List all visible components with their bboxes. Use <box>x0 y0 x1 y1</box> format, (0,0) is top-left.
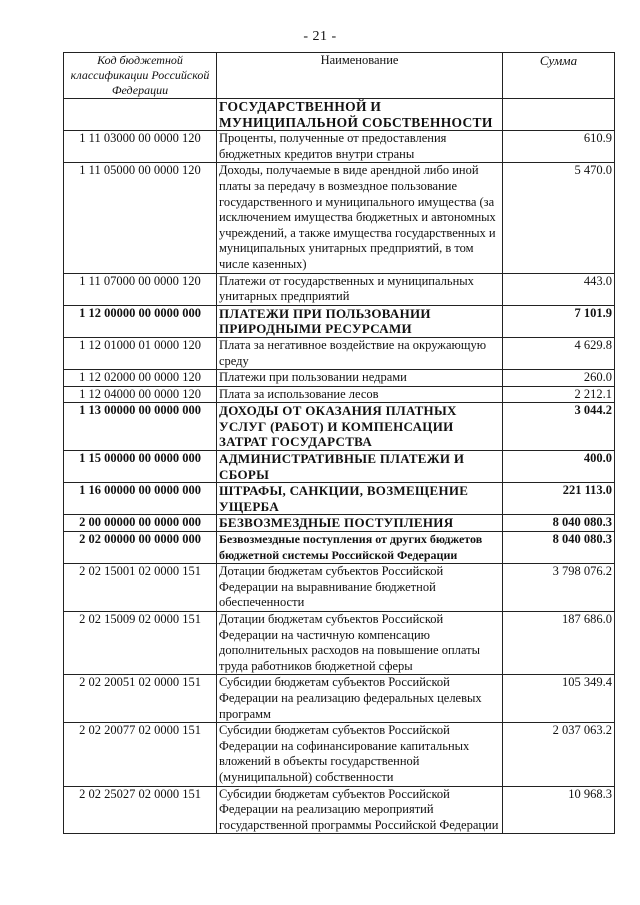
row-name: ГОСУДАРСТВЕННОЙ И МУНИЦИПАЛЬНОЙ СОБСТВЕННОСТИ <box>217 99 503 131</box>
table-row <box>64 386 615 403</box>
table-row <box>64 337 615 369</box>
row-code: 1 15 00000 00 0000 000 <box>64 451 217 483</box>
row-sum: 105 349.4 <box>503 675 615 723</box>
row-name: Дотации бюджетам субъектов Российской Федерации на выравнивание бюджетной обеспеченности <box>217 564 503 612</box>
row-code: 1 12 04000 00 0000 120 <box>64 386 217 403</box>
row-sum: 221 113.0 <box>503 483 615 515</box>
row-name: Платежи при пользовании недрами <box>217 370 503 387</box>
table-row <box>64 163 615 273</box>
row-code: 1 11 05000 00 0000 120 <box>64 163 217 273</box>
row-name: Субсидии бюджетам субъектов Российской Федерации на софинансирование капитальных вложений в объекты государственной (муниципальной) собственности <box>217 723 503 786</box>
table-row <box>64 370 615 387</box>
row-code: 2 02 00000 00 0000 000 <box>64 532 217 564</box>
row-sum: 10 968.3 <box>503 786 615 834</box>
page-number: - 21 - <box>303 29 337 44</box>
row-code: 2 02 15001 02 0000 151 <box>64 564 217 612</box>
row-name: ПЛАТЕЖИ ПРИ ПОЛЬЗОВАНИИ ПРИРОДНЫМИ РЕСУРСАМИ <box>217 305 503 337</box>
table-row <box>64 131 615 163</box>
row-code: 1 13 00000 00 0000 000 <box>64 403 217 451</box>
row-sum: 8 040 080.3 <box>503 515 615 532</box>
row-code: 2 02 20077 02 0000 151 <box>64 723 217 786</box>
row-sum <box>503 99 615 131</box>
row-code: 2 02 15009 02 0000 151 <box>64 612 217 675</box>
table-row <box>64 451 615 483</box>
row-name: Субсидии бюджетам субъектов Российской Федерации на реализацию мероприятий государственной программы Российской Федерации <box>217 786 503 834</box>
row-sum: 5 470.0 <box>503 163 615 273</box>
header-code: Код бюджетной классификации Российской Федерации <box>64 53 217 99</box>
table-row <box>64 305 615 337</box>
row-sum: 260.0 <box>503 370 615 387</box>
table-row <box>64 403 615 451</box>
table-row <box>64 786 615 834</box>
row-name: Платежи от государственных и муниципальных унитарных предприятий <box>217 273 503 305</box>
row-sum: 187 686.0 <box>503 612 615 675</box>
table-row <box>64 515 615 532</box>
row-name: Плата за негативное воздействие на окружающую среду <box>217 337 503 369</box>
row-sum: 4 629.8 <box>503 337 615 369</box>
row-sum: 400.0 <box>503 451 615 483</box>
row-code: 1 11 07000 00 0000 120 <box>64 273 217 305</box>
row-code: 1 12 00000 00 0000 000 <box>64 305 217 337</box>
row-name: Субсидии бюджетам субъектов Российской Федерации на реализацию федеральных целевых программ <box>217 675 503 723</box>
header-name: Наименование <box>217 53 503 99</box>
table-row <box>64 483 615 515</box>
row-sum: 610.9 <box>503 131 615 163</box>
row-name: ДОХОДЫ ОТ ОКАЗАНИЯ ПЛАТНЫХ УСЛУГ (РАБОТ) И КОМПЕНСАЦИИ ЗАТРАТ ГОСУДАРСТВА <box>217 403 503 451</box>
row-sum: 2 037 063.2 <box>503 723 615 786</box>
table-row <box>64 612 615 675</box>
row-name: ШТРАФЫ, САНКЦИИ, ВОЗМЕЩЕНИЕ УЩЕРБА <box>217 483 503 515</box>
row-sum: 3 798 076.2 <box>503 564 615 612</box>
row-code: 1 16 00000 00 0000 000 <box>64 483 217 515</box>
row-name: Плата за использование лесов <box>217 386 503 403</box>
row-code: 1 12 01000 01 0000 120 <box>64 337 217 369</box>
row-sum: 7 101.9 <box>503 305 615 337</box>
table-header-row <box>64 53 615 99</box>
row-name: Безвозмездные поступления от других бюджетов бюджетной системы Российской Федерации <box>217 532 503 564</box>
header-sum: Сумма <box>503 53 615 99</box>
row-sum: 443.0 <box>503 273 615 305</box>
table-row <box>64 99 615 131</box>
row-name: БЕЗВОЗМЕЗДНЫЕ ПОСТУПЛЕНИЯ <box>217 515 503 532</box>
row-name: АДМИНИСТРАТИВНЫЕ ПЛАТЕЖИ И СБОРЫ <box>217 451 503 483</box>
budget-revenue-table <box>63 52 615 834</box>
row-sum: 8 040 080.3 <box>503 532 615 564</box>
table-row <box>64 723 615 786</box>
table-row <box>64 675 615 723</box>
row-code: 2 00 00000 00 0000 000 <box>64 515 217 532</box>
table-row <box>64 532 615 564</box>
row-name: Проценты, полученные от предоставления бюджетных кредитов внутри страны <box>217 131 503 163</box>
row-name: Дотации бюджетам субъектов Российской Федерации на частичную компенсацию дополнительных расходов на повышение оплаты труда работников бюджетной сферы <box>217 612 503 675</box>
row-sum: 3 044.2 <box>503 403 615 451</box>
row-code: 2 02 25027 02 0000 151 <box>64 786 217 834</box>
row-code <box>64 99 217 131</box>
row-code: 1 12 02000 00 0000 120 <box>64 370 217 387</box>
row-code: 1 11 03000 00 0000 120 <box>64 131 217 163</box>
table-row <box>64 564 615 612</box>
table-row <box>64 273 615 305</box>
row-code: 2 02 20051 02 0000 151 <box>64 675 217 723</box>
row-sum: 2 212.1 <box>503 386 615 403</box>
row-name: Доходы, получаемые в виде арендной либо иной платы за передачу в возмездное пользование государственного и муниципального имущества (за исключением имущества бюджетных и автономных учреждений, а также имущества государственных и муниципальных унитарных предприятий, в том числе казенных) <box>217 163 503 273</box>
